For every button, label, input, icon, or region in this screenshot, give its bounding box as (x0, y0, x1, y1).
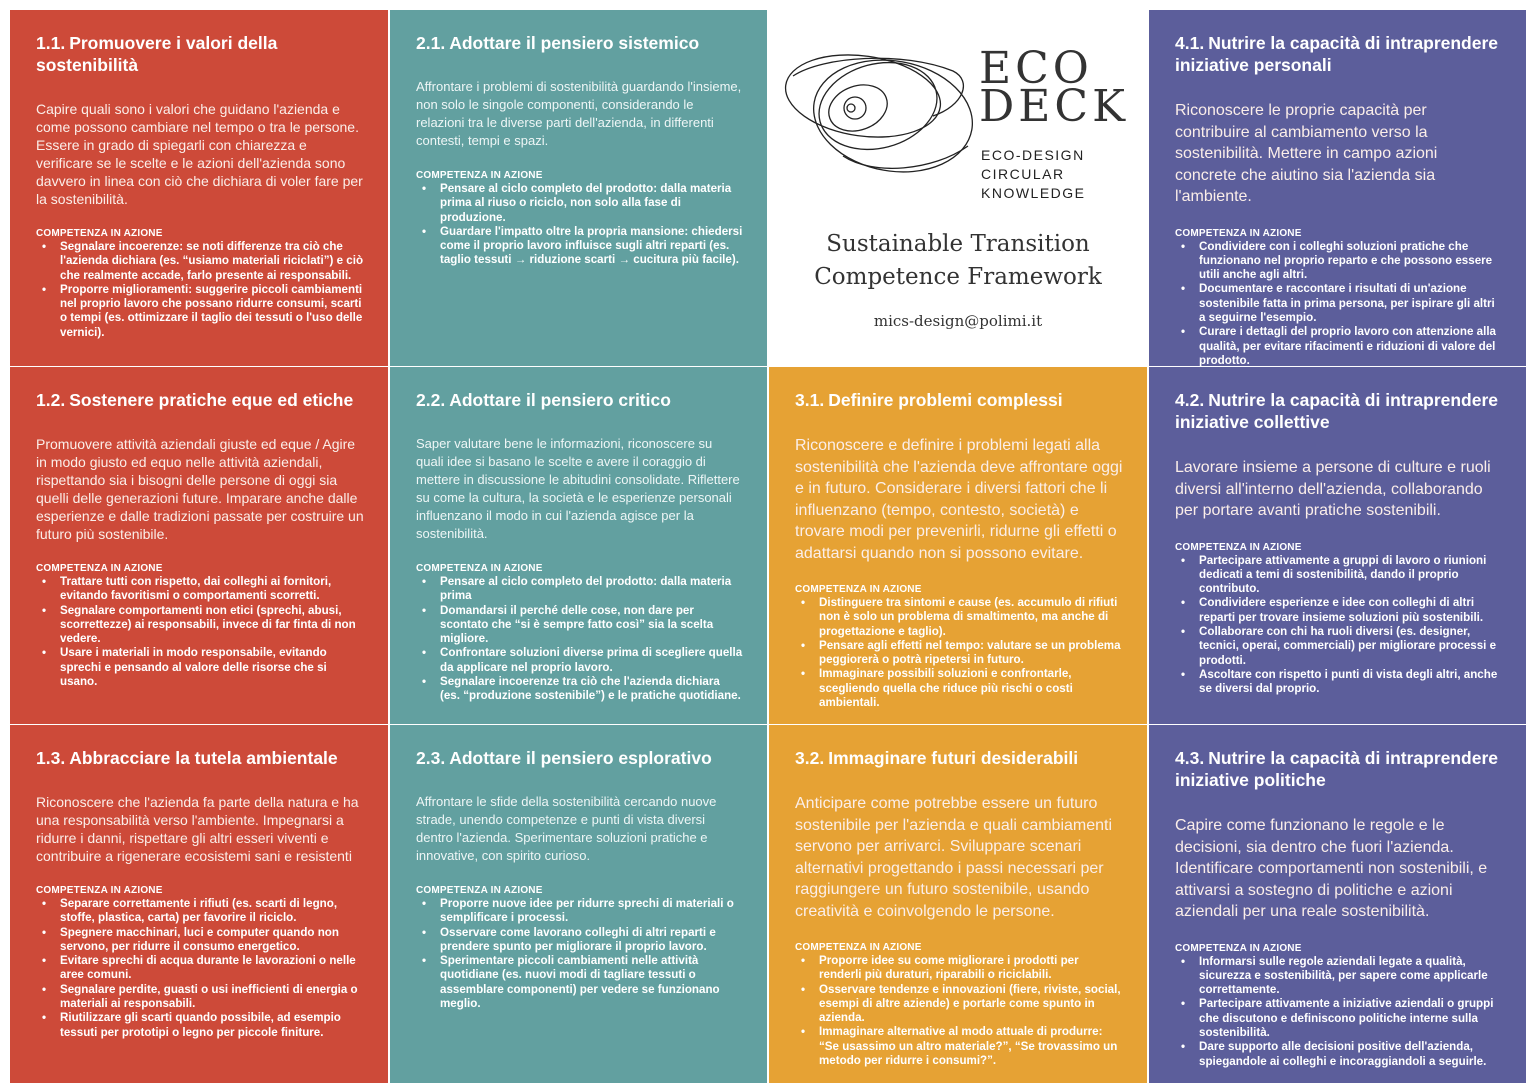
competence-item: • Dare supporto alle decisioni positive dell'azienda, spiegandole ai colleghi e incoraggiandoli a seguirle. (1175, 1040, 1502, 1069)
competence-item: • Sperimentare piccoli cambiamenti nelle attività quotidiane (es. nuovi modi di tagliare tessuti o assemblare componenti) per vedere se funzionano meglio. (416, 954, 743, 1011)
competence-item: • Trattare tutti con rispetto, dai colleghi ai fornitori, evitando favoritismi o comportamenti scorretti. (36, 575, 364, 604)
card-description: Capire come funzionano le regole e le decisioni, sia dentro che fuori l'azienda. Identificare comportamenti non sostenibili, e attivarsi a sostegno di politiche e azioni aziendali per una reale sostenibilità. (1175, 817, 1488, 920)
card-number: 2.2. (416, 390, 446, 410)
card-2-3 (390, 725, 767, 1083)
card-description: Affrontare le sfide della sostenibilità cercando nuove strade, unendo competenze e punti di vista diversi dentro l'azienda. Sperimentare soluzioni pratiche e innovative, con spirito curioso. (416, 794, 717, 863)
competence-item: • Proporre nuove idee per ridurre sprechi di materiali o semplificare i processi. (416, 897, 743, 926)
card-3-1 (769, 367, 1147, 724)
card-title (1175, 389, 1502, 433)
card-title-text: Immaginare futuri desiderabili (828, 748, 1079, 768)
card-number: 4.1. (1175, 33, 1205, 53)
competence-heading: COMPETENZA IN AZIONE (36, 885, 163, 896)
competence-item: • Collaborare con chi ha ruoli diversi (es. designer, tecnici, operai, commerciali) per migliorare processi e prodotti. (1175, 625, 1502, 668)
card-title-text: Nutrire la capacità di intraprendere iniziative politiche (1175, 748, 1499, 790)
competence-item: • Segnalare comportamenti non etici (sprechi, abusi, scorrettezze) ai responsabili, invece di far finta di non vedere. (36, 604, 364, 647)
competence-item: • Pensare al ciclo completo del prodotto: dalla materia prima al riuso o riciclo, non solo alla fase di produzione. (416, 182, 743, 225)
card-title (36, 389, 364, 411)
card-number: 2.1. (416, 33, 446, 53)
framework-title: Sustainable Transition Competence Framework (814, 231, 1102, 290)
logo-panel (769, 10, 1147, 366)
card-number: 1.1. (36, 33, 66, 53)
contact-email[interactable]: mics-design@polimi.it (873, 312, 1043, 330)
competence-item: • Distinguere tra sintomi e cause (es. accumulo di rifiuti non è solo un problema di smaltimento, ma anche di progettazione e taglio). (795, 596, 1123, 639)
competence-item: • Segnalare perdite, guasti o usi inefficienti di energia o materiali ai responsabili. (36, 983, 364, 1012)
competence-list (36, 240, 364, 340)
competence-item: • Partecipare attivamente a iniziative aziendali o gruppi che discutono e definiscono politiche interne sulla sostenibilità. (1175, 997, 1502, 1040)
competence-heading: COMPETENZA IN AZIONE (416, 563, 543, 574)
competence-heading: COMPETENZA IN AZIONE (795, 584, 922, 595)
competence-item: • Immaginare possibili soluzioni e confrontarle, scegliendo quella che riduce più rischi o costi ambientali. (795, 667, 1123, 710)
competence-list (795, 596, 1123, 710)
card-title (36, 32, 364, 76)
competence-heading: COMPETENZA IN AZIONE (795, 942, 922, 953)
competence-item: • Ascoltare con rispetto i punti di vista degli altri, anche se diversi dal proprio. (1175, 668, 1502, 697)
competence-item: • Osservare come lavorano colleghi di altri reparti e prendere spunto per migliorare il proprio lavoro. (416, 926, 743, 955)
card-description: Riconoscere le proprie capacità per contribuire al cambiamento verso la sostenibilità. Mettere in campo azioni concrete che aiutino sia l'azienda sia l'ambiente. (1175, 102, 1438, 205)
card-title-text: Promuovere i valori della sostenibilità (36, 33, 278, 75)
competence-item: • Osservare tendenze e innovazioni (fiere, riviste, social, esempi di altre aziende) e portarle come spunto in azienda. (795, 983, 1123, 1026)
card-title-text: Adottare il pensiero esplorativo (449, 748, 712, 768)
eco-deck-subtitle: ECO-DESIGN CIRCULAR KNOWLEDGE (981, 147, 1086, 201)
competence-item: • Spegnere macchinari, luci e computer quando non servono, per ridurre il consumo energetico. (36, 926, 364, 955)
card-description: Saper valutare bene le informazioni, riconoscere su quali idee si basano le scelte e avere il coraggio di mettere in discussione le abitudini consolidate. Riflettere su come la cultura, la società e le esperienze personali influenzano il modo in cui l'azienda agisce per la sostenibilità. (416, 436, 740, 541)
competence-item: • Pensare al ciclo completo del prodotto: dalla materia prima (416, 575, 743, 604)
competence-heading: COMPETENZA IN AZIONE (1175, 227, 1302, 239)
card-title (416, 747, 743, 769)
competence-item: • Proporre miglioramenti: suggerire piccoli cambiamenti nel proprio lavoro che possano ridurre consumi, scarti o tempi (es. ottimizzare il taglio dei tessuti o l'uso delle vernici). (36, 283, 364, 340)
card-title (795, 389, 1123, 411)
card-title (416, 389, 743, 411)
card-title (1175, 32, 1502, 76)
card-description: Capire quali sono i valori che guidano l'azienda e come possono cambiare nel tempo o tra le persone. Essere in grado di spiegarli con chiarezza e verificare se le scelte e le azioni dell'azienda sono davvero in linea con ciò che dichiara di voler fare per la sostenibilità. (36, 101, 363, 207)
competence-item: • Informarsi sulle regole aziendali legate a qualità, sicurezza e sostenibilità, per sapere come applicarle correttamente. (1175, 955, 1502, 998)
competence-item: • Proporre idee su come migliorare i prodotti per renderli più duraturi, riparabili o riciclabili. (795, 954, 1123, 983)
card-description: Promuovere attività aziendali giuste ed eque / Agire in modo giusto ed equo nelle attività aziendali, rispettando sia i bisogni delle persone di oggi sia quelli delle generazioni future. Imparare anche dalle esperienze e dalle tradizioni passate per costruire un futuro più sostenibile. (36, 436, 364, 542)
competence-heading: COMPETENZA IN AZIONE (1175, 541, 1302, 553)
competence-item: • Domandarsi il perché delle cose, non dare per scontato che “si è sempre fatto così” sia la scelta migliore. (416, 604, 743, 647)
competence-list (36, 897, 364, 1040)
competence-list (1175, 554, 1502, 697)
card-title (795, 747, 1123, 769)
card-description: Anticipare come potrebbe essere un futuro sostenibile per l'azienda e quali cambiamenti servono per arrivarci. Sviluppare scenari alternativi progettando i passi necessari per raggiungere un futuro sostenibile, usando creatività e coinvolgendo le persone. (795, 795, 1113, 920)
card-title-text: Adottare il pensiero critico (449, 390, 671, 410)
competence-list (36, 575, 364, 689)
competence-heading: COMPETENZA IN AZIONE (36, 563, 163, 574)
card-title-text: Definire problemi complessi (828, 390, 1063, 410)
competence-heading: COMPETENZA IN AZIONE (36, 228, 163, 239)
card-1-2 (10, 367, 388, 724)
competence-heading: COMPETENZA IN AZIONE (1175, 942, 1302, 954)
card-number: 4.2. (1175, 390, 1205, 410)
card-title-text: Adottare il pensiero sistemico (449, 33, 700, 53)
card-number: 1.2. (36, 390, 66, 410)
card-number: 3.2. (795, 748, 825, 768)
competence-list (416, 182, 743, 268)
competence-item: • Segnalare incoerenze tra ciò che l'azienda dichiara (es. “produzione sostenibile”) e le pratiche quotidiane. (416, 675, 743, 704)
card-4-3 (1149, 725, 1526, 1083)
card-description: Lavorare insieme a persone di culture e ruoli diversi all'interno dell'azienda, collaborando per portare avanti pratiche sostenibili. (1175, 459, 1491, 519)
competence-item: • Immaginare alternative al modo attuale di produrre: “Se usassimo un altro materiale?”, “Se trovassimo un metodo per ridurre i consumi?”. (795, 1025, 1123, 1068)
competence-item: • Separare correttamente i rifiuti (es. scarti di legno, stoffe, plastica, carta) per favorire il riciclo. (36, 897, 364, 926)
card-title (416, 32, 743, 54)
card-number: 4.3. (1175, 748, 1205, 768)
card-description: Affrontare i problemi di sostenibilità guardando l'insieme, non solo le singole componenti, considerando le relazioni tra le diverse parti dell'azienda, in differenti contesti, tempi e spazi. (416, 79, 742, 148)
card-title-text: Abbracciare la tutela ambientale (69, 748, 338, 768)
competence-list (1175, 955, 1502, 1069)
competence-item: • Condividere esperienze e idee con colleghi di altri reparti per trovare insieme soluzioni più sostenibili. (1175, 596, 1502, 625)
card-3-2 (769, 725, 1147, 1083)
competence-list (1175, 240, 1502, 367)
competence-heading: COMPETENZA IN AZIONE (416, 170, 543, 181)
card-4-2 (1149, 367, 1526, 724)
card-2-2 (390, 367, 767, 724)
card-title-text: Sostenere pratiche eque ed etiche (69, 390, 354, 410)
competence-item: • Partecipare attivamente a gruppi di lavoro o riunioni dedicati a temi di sostenibilità, dando il proprio contributo. (1175, 554, 1502, 597)
card-title (1175, 747, 1502, 791)
competence-item: • Condividere con i colleghi soluzioni pratiche che funzionano nel proprio reparto e che possono essere utili anche agli altri. (1175, 240, 1502, 283)
card-title-text: Nutrire la capacità di intraprendere iniziative personali (1175, 33, 1499, 75)
card-2-1 (390, 10, 767, 366)
card-number: 1.3. (36, 748, 66, 768)
card-1-3 (10, 725, 388, 1083)
card-description: Riconoscere e definire i problemi legati alla sostenibilità che l'azienda deve affrontare oggi e in futuro. Considerare i diversi fattori che li influenzano (tempo, contesto, società) e trovare modi per prevenirli, ridurne gli effetti o adattarsi quando non si possono evitare. (795, 437, 1123, 562)
competence-heading: COMPETENZA IN AZIONE (416, 885, 543, 896)
competence-item: • Riutilizzare gli scarti quando possibile, ad esempio tessuti per prototipi o legno per piccole finiture. (36, 1011, 364, 1040)
competence-item: • Segnalare incoerenze: se noti differenze tra ciò che l'azienda dichiara (es. “usiamo materiali riciclati”) e ciò che realmente accade, farlo presente ai responsabili. (36, 240, 364, 283)
eco-deck-wordmark: ECO DECK (979, 43, 1129, 132)
competence-item: • Evitare sprechi di acqua durante le lavorazioni o nelle aree comuni. (36, 954, 364, 983)
competence-item: • Documentare e raccontare i risultati di un'azione sostenibile fatta in prima persona, per ispirare gli altri a seguirne l'esempio. (1175, 282, 1502, 325)
card-title-text: Nutrire la capacità di intraprendere iniziative collettive (1175, 390, 1499, 432)
competence-item: • Curare i dettagli del proprio lavoro con attenzione alla qualità, per evitare rifacimenti e riduzioni di valore del prodotto. (1175, 325, 1502, 366)
card-1-1 (10, 10, 388, 366)
competence-item: • Usare i materiali in modo responsabile, evitando sprechi e pensando al valore delle risorse che si usano. (36, 646, 364, 689)
card-title (36, 747, 364, 769)
competence-list (795, 954, 1123, 1068)
competence-grid (10, 10, 1527, 1083)
card-description: Riconoscere che l'azienda fa parte della natura e ha una responsabilità verso l'ambiente. Impegnarsi a ridurre i danni, rispettare gli altri esseri viventi e contribuire a rigenerare ecosistemi sani e resistenti (36, 794, 359, 864)
card-number: 3.1. (795, 390, 825, 410)
card-4-1 (1149, 10, 1526, 366)
competence-item: • Confrontare soluzioni diverse prima di scegliere quella da applicare nel proprio lavoro. (416, 646, 743, 675)
competence-item: • Pensare agli effetti nel tempo: valutare se un problema peggiorerà o potrà ripetersi in futuro. (795, 639, 1123, 668)
card-number: 2.3. (416, 748, 446, 768)
competence-list (416, 575, 743, 704)
eco-deck-logo-icon (783, 46, 983, 196)
competence-list (416, 897, 743, 1011)
competence-item: • Guardare l'impatto oltre la propria mansione: chiedersi come il proprio lavoro influisce sugli altri reparti (es. taglio tessuti → riduzione scarti → cucitura più facile). (416, 225, 743, 268)
